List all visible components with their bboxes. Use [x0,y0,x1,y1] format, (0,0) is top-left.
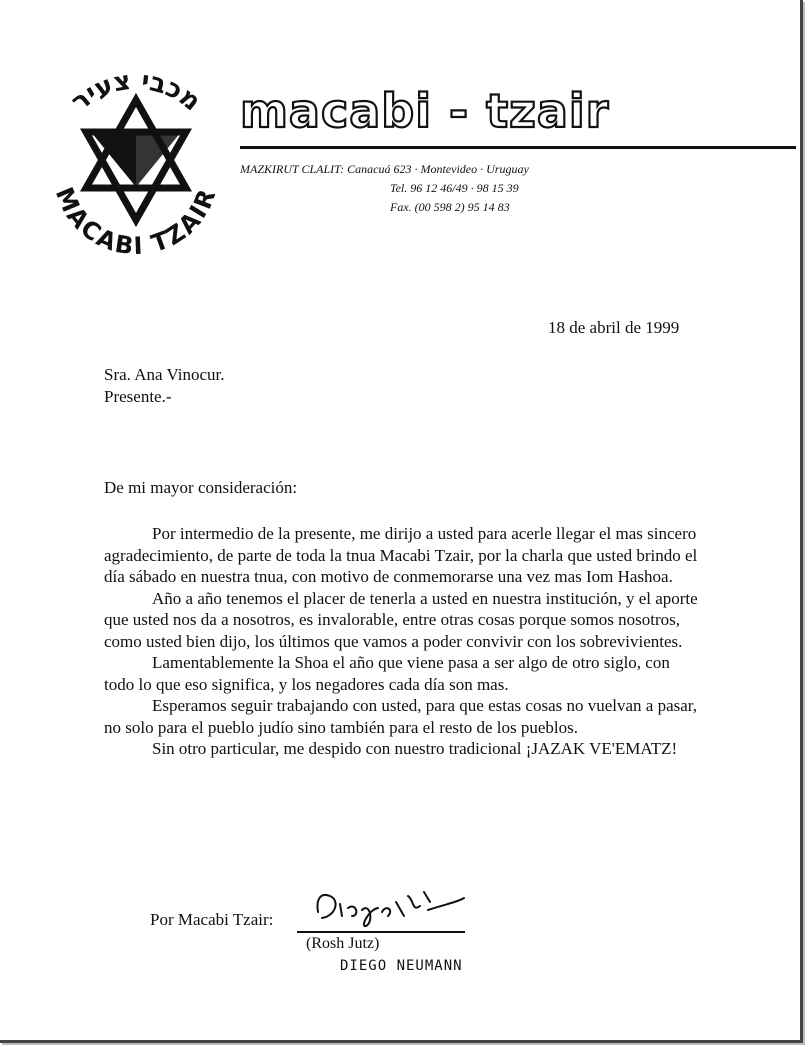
letterhead-address-block [240,160,529,217]
logo-hebrew-text: מכבי צעיר [65,65,207,118]
recipient-line2: Presente.- [104,387,172,406]
body-paragraph: Año a año tenemos el placer de tenerla a usted en nuestra institución, y el aporte que usted nos da a nosotros, es invalorable, entre otras cosas porque somos nosotros, como usted bien dijo, los últimos que vamos a poder convivir con los sobrevivientes. [104,588,698,651]
body-paragraph: Esperamos seguir trabajando con usted, para que estas cosas no vuelvan a pasar, no solo para el pueblo judío sino también para el resto de los pueblos. [104,696,698,737]
header-rule [240,146,796,149]
recipient-block [104,364,225,408]
address-line: MAZKIRUT CLALIT: Canacuá 623 · Montevideo · Uruguay [240,162,529,176]
body-paragraph: Por intermedio de la presente, me dirijo a usted para acerle llegar el mas sincero agradecimiento, de parte de toda la tnua Macabi Tzair, por la charla que usted brindo el día sábado en nuestra tnua, con motivo de conmemorarse una vez mas Iom Hashoa. [104,524,698,586]
phone-line: Tel. 96 12 46/49 · 98 15 39 [390,181,519,195]
closing-label: Por Macabi Tzair: [150,910,274,929]
logo-latin-text: MACABI TZAIR [49,183,222,261]
handwritten-signature [296,882,466,932]
signer-printed-name: DIEGO NEUMANN [340,958,463,974]
recipient-name: Sra. Ana Vinocur. [104,365,225,384]
body-paragraph: Lamentablemente la Shoa el año que viene pasa a ser algo de otro siglo, con todo lo que eso significa, y los negadores cada día son mas. [104,653,670,694]
signer-role: (Rosh Jutz) [306,935,380,952]
macabi-tzair-logo [36,62,236,262]
fax-line: Fax. (00 598 2) 95 14 83 [390,200,510,214]
star-of-david-icon [86,100,186,220]
letter-body [104,523,704,760]
svg-text:מכבי צעיר [65,66,206,117]
brand-wordmark: macabi - tzair [240,84,610,138]
greeting: De mi mayor consideración: [104,478,298,497]
signature-rule [297,931,465,933]
letter-date: 18 de abril de 1999 [548,318,680,337]
body-paragraph: Sin otro particular, me despido con nuestro tradicional ¡JAZAK VE'EMATZ! [152,739,678,758]
